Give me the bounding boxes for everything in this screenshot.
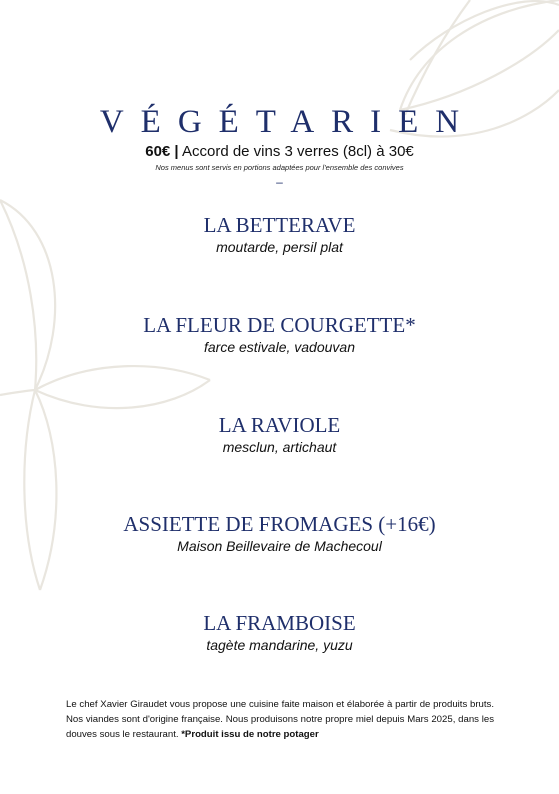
course-name: LA BETTERAVE bbox=[203, 213, 356, 237]
course-item bbox=[0, 511, 559, 555]
menu-price: 60€ | bbox=[145, 143, 179, 160]
footer-text: Le chef Xavier Giraudet vous propose une cuisine faite maison et élaborée à partir de produits bruts. Nos viandes sont d'origine française. Nous produisons notre propre miel depuis Mars 2025, dans les douves sous le restaurant. bbox=[66, 699, 494, 740]
course-item bbox=[0, 312, 559, 356]
course-item bbox=[0, 212, 559, 256]
price-line bbox=[0, 143, 559, 160]
separator: – bbox=[276, 175, 283, 189]
course-description: tagète mandarine, yuzu bbox=[206, 637, 353, 653]
course-name: LA FLEUR DE COURGETTE* bbox=[143, 313, 416, 337]
course-description: Maison Beillevaire de Machecoul bbox=[177, 538, 382, 554]
course-name: LA FRAMBOISE bbox=[203, 611, 356, 635]
course-description: farce estivale, vadouvan bbox=[204, 339, 355, 355]
footer-note bbox=[66, 697, 494, 742]
course-name: ASSIETTE DE FROMAGES (+16€) bbox=[123, 512, 436, 536]
menu-title: VÉGÉTARIEN bbox=[99, 104, 477, 140]
footer-highlight: *Produit issu de notre potager bbox=[181, 729, 319, 740]
course-description: moutarde, persil plat bbox=[216, 239, 343, 255]
portion-note: Nos menus sont servis en portions adaptées pour l'ensemble des convives bbox=[155, 163, 404, 172]
course-item bbox=[0, 610, 559, 654]
wine-pairing: Accord de vins 3 verres (8cl) à 30€ bbox=[178, 143, 414, 160]
course-name: LA RAVIOLE bbox=[218, 413, 341, 437]
course-description: mesclun, artichaut bbox=[222, 439, 337, 455]
course-item bbox=[0, 412, 559, 456]
